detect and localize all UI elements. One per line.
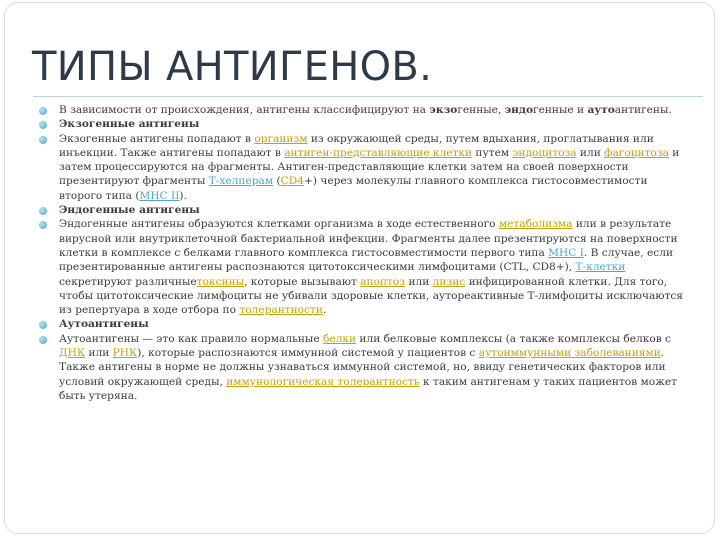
bold-text: экзо — [429, 104, 458, 116]
inline-link[interactable]: CD4 — [280, 175, 304, 188]
bullet-item — [35, 117, 685, 131]
inline-link[interactable]: токсины — [196, 275, 245, 288]
inline-link[interactable]: аутоиммунными заболеваниями — [478, 347, 661, 360]
inline-link[interactable]: эндоцитоза — [512, 146, 577, 159]
bold-text: Эндогенные антигены — [59, 204, 200, 217]
text-run: путем — [472, 146, 513, 159]
text-run: Эндогенные антигены образуются клетками организма в ходе естественного — [59, 218, 499, 231]
bullet-dot-icon — [39, 321, 47, 329]
inline-link[interactable]: MHC I — [548, 246, 584, 259]
text-run: , которые вызывают — [244, 275, 361, 288]
bullet-text — [59, 218, 683, 316]
inline-link[interactable]: белки — [322, 332, 357, 345]
inline-link[interactable]: РНК — [112, 347, 138, 360]
inline-link[interactable]: антиген-представляющие клетки — [284, 146, 473, 159]
bullet-item — [35, 332, 685, 403]
bullet-item — [35, 132, 685, 203]
bullet-text — [59, 318, 149, 330]
inline-link[interactable]: толерантности — [239, 304, 323, 317]
bullet-item — [35, 103, 685, 117]
text-run: или — [576, 146, 605, 159]
bullet-item — [35, 317, 685, 331]
bullet-dot-icon — [39, 121, 47, 129]
bullet-text — [59, 204, 200, 216]
text-run: ), которые распознаются иммунной системой у пациентов с — [137, 347, 479, 360]
text-run: секретируют различные — [59, 275, 197, 288]
inline-link[interactable]: фагоцитоза — [604, 146, 669, 159]
text-run: ( — [273, 175, 281, 188]
bullet-text — [59, 333, 677, 402]
text-run: и затем процессируются на фрагменты. Антиген-представляющие клетки затем на своей поверхности презентируют фрагменты — [59, 146, 680, 188]
bullet-list — [35, 103, 685, 403]
bullet-text — [59, 104, 672, 116]
slide — [4, 2, 715, 534]
text-run: . В случае, если презентированные антигены распознаются цитотоксическими лимфоцитами (CTL, CD8+), — [59, 246, 674, 274]
bullet-dot-icon — [39, 336, 47, 344]
page-title: ТИПЫ АНТИГЕНОВ. — [32, 44, 433, 90]
title-divider — [33, 96, 703, 97]
bullet-item — [35, 217, 685, 317]
bold-text: ауто — [587, 104, 615, 116]
text-run: генные, — [457, 104, 505, 116]
text-run: генные и — [533, 104, 588, 116]
text-run: . — [322, 304, 327, 317]
text-run: инфицированной клетки. Для того, чтобы цитотоксические лимфоциты не убивали здоровые клетки, аутореактивные Т-лимфоциты исключаются из репертуара в ходе отбора по — [59, 275, 683, 317]
text-run: или — [405, 275, 433, 288]
inline-link[interactable]: Т-хелперам — [208, 175, 274, 188]
inline-link[interactable]: иммунологическая толерантность — [226, 375, 420, 388]
bullet-text — [59, 118, 199, 130]
text-run: или — [85, 347, 113, 360]
text-run: Экзогенные антигены попадают в — [59, 132, 255, 145]
bold-text: эндо — [504, 104, 534, 116]
inline-link[interactable]: организм — [254, 132, 308, 145]
inline-link[interactable]: апоптоз — [360, 275, 406, 288]
bold-text: Аутоантигены — [59, 318, 149, 331]
inline-link[interactable]: MHC II — [139, 189, 180, 202]
bullet-item — [35, 203, 685, 217]
bullet-dot-icon — [39, 221, 47, 229]
inline-link[interactable]: ДНК — [59, 347, 86, 360]
text-run: или в результате вирусной или внутриклеточной бактериальной инфекции. Фрагменты далее презентируются на поверхности клетки в комплексе с белками главного комплекса гистосовместимости первого типа — [59, 218, 678, 259]
text-run: из окружающей среды, путем вдыхания, проглатывания или инъекции. Также антигены попадают в — [59, 132, 654, 159]
bullet-dot-icon — [39, 107, 47, 115]
inline-link[interactable]: Т-клетки — [575, 261, 626, 274]
bold-text: Экзогенные антигены — [59, 118, 200, 131]
bullet-dot-icon — [39, 136, 47, 144]
text-run: Аутоантигены — это как правило нормальные — [59, 332, 323, 345]
bullet-text — [59, 133, 679, 202]
text-run: ). — [179, 189, 187, 202]
text-run: +) через молекулы главного комплекса гистосовместимости второго типа ( — [59, 175, 648, 202]
text-run: антигены. — [614, 104, 672, 116]
text-run: В зависимости от происхождения, антигены классифицируют на — [59, 104, 430, 116]
text-run: или белковые комплексы (а также комплексы белков с — [356, 332, 671, 345]
text-run: к таким антигенам у таких пациентов может быть утеряна. — [59, 375, 678, 402]
inline-link[interactable]: метаболизма — [498, 218, 573, 231]
inline-link[interactable]: лизис — [432, 275, 466, 288]
bullet-dot-icon — [39, 207, 47, 215]
text-run: . Также антигены в норме не должны узнаваться иммунной системой, но, ввиду генетических факторов или условий окружающей среды, — [59, 347, 666, 388]
